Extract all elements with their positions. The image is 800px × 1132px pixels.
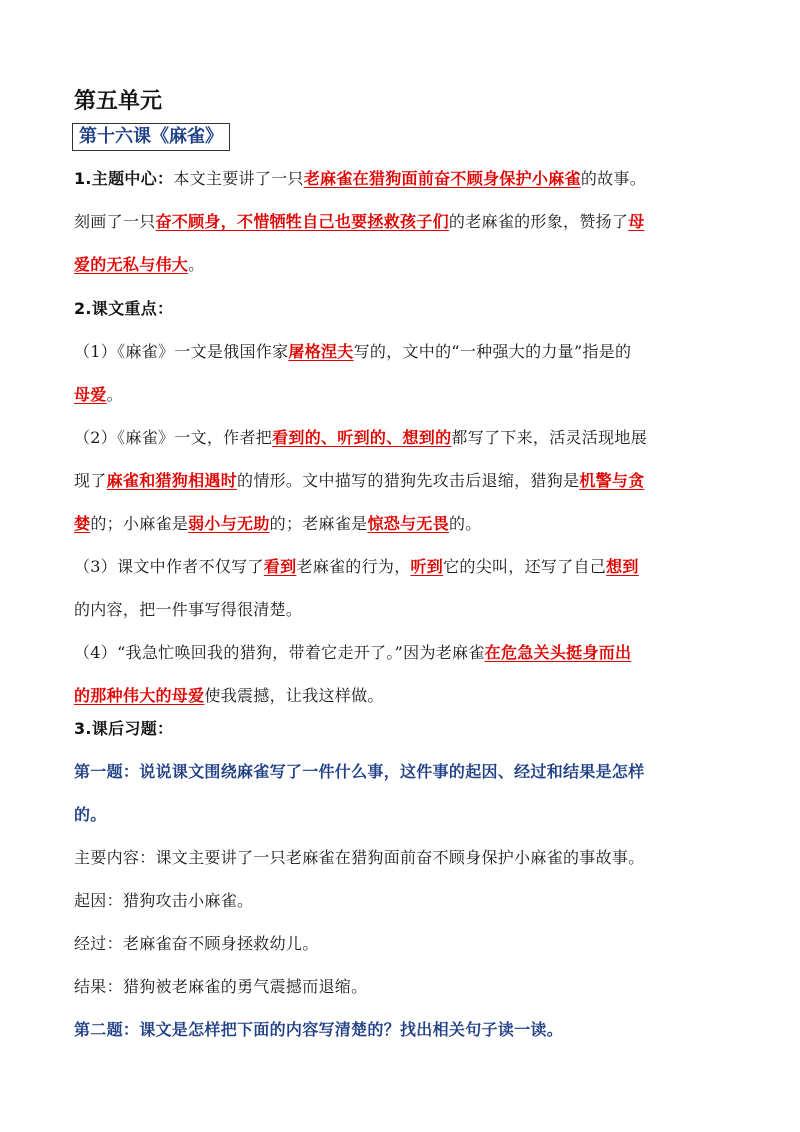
text: 。 (188, 255, 205, 274)
text: 写的，文中的“一种强大的力量”指是的 (353, 342, 632, 361)
answer-process: 经过：老麻雀奋不顾身拯救幼儿。 (74, 934, 319, 953)
text: 的故事。 (580, 169, 647, 188)
text: 的老麻雀的形象，赞扬了 (448, 212, 629, 231)
highlight-text: 老麻雀在猎狗面前奋不顾身保护小麻雀 (303, 169, 581, 188)
answer-cause: 起因：猎狗攻击小麻雀。 (74, 891, 254, 910)
text: 的。 (448, 514, 482, 533)
section-2-key-points (74, 287, 734, 717)
lesson-title: 第十六课《麻雀》 (72, 123, 230, 151)
question-1-cont: 的。 (74, 805, 107, 824)
highlight-text: 爱的无私与伟大 (74, 255, 189, 274)
highlight-text: 婪 (74, 514, 91, 533)
highlight-text: 听到 (410, 557, 444, 576)
highlight-text: 的那种伟大的母爱 (74, 686, 205, 705)
section-1-theme (74, 157, 734, 286)
unit-title: 第五单元 (74, 89, 163, 114)
highlight-text: 屠格涅夫 (288, 342, 354, 361)
answer-main: 主要内容：课文主要讲了一只老麻雀在猎狗面前奋不顾身保护小麻雀的事故事。 (74, 848, 645, 867)
question-2: 第二题：课文是怎样把下面的内容写清楚的？找出相关句子读一读。 (74, 1020, 564, 1039)
highlight-text: 母爱 (74, 385, 107, 404)
answer-result: 结果：猎狗被老麻雀的勇气震撼而退缩。 (74, 977, 368, 996)
highlight-text: 看到的、听到的、想到的 (272, 428, 452, 447)
section-3-exercises (74, 707, 734, 1051)
highlight-text: 奋不顾身，不惜牺牲自己也要拯救孩子们 (155, 212, 449, 231)
text: 的；小麻雀是 (90, 514, 189, 533)
text: 使我震撼，让我这样做。 (204, 686, 384, 705)
section-3-label: 3.课后习题： (74, 719, 174, 738)
section-2-label: 2.课文重点： (74, 299, 174, 318)
highlight-text: 想到 (606, 557, 639, 576)
text: （3）课文中作者不仅写了 (74, 557, 264, 576)
text: 的情形。文中描写的猎狗先攻击后退缩，猎狗是 (237, 471, 580, 490)
section-1-label: 1.主题中心： (74, 169, 174, 188)
text: 刻画了一只 (74, 212, 156, 231)
text: （4）“我急忙唤回我的猎狗，带着它走开了。”因为老麻雀 (74, 643, 485, 662)
text: 的；老麻雀是 (269, 514, 368, 533)
text: 都写了下来，活灵活现地展 (451, 428, 648, 447)
text: 它的尖叫，还写了自己 (443, 557, 607, 576)
text: （1）《麻雀》一文是俄国作家 (74, 342, 289, 361)
highlight-text: 弱小与无助 (188, 514, 270, 533)
highlight-text: 麻雀和猎狗相遇时 (106, 471, 238, 490)
text: 现了 (74, 471, 107, 490)
highlight-text: 看到 (263, 557, 297, 576)
highlight-text: 母 (628, 212, 645, 231)
text: 老麻雀的行为， (296, 557, 411, 576)
highlight-text: 在危急关头挺身而出 (484, 643, 632, 662)
highlight-text: 惊恐与无畏 (367, 514, 449, 533)
text: 。 (106, 385, 123, 404)
text: 的内容，把一件事写得很清楚。 (74, 600, 303, 619)
highlight-text: 机警与贪 (579, 471, 645, 490)
question-1: 第一题：说说课文围绕麻雀写了一件什么事，这件事的起因、经过和结果是怎样 (74, 762, 645, 781)
text: （2）《麻雀》一文，作者把 (74, 428, 273, 447)
text: 本文主要讲了一只 (173, 169, 304, 188)
